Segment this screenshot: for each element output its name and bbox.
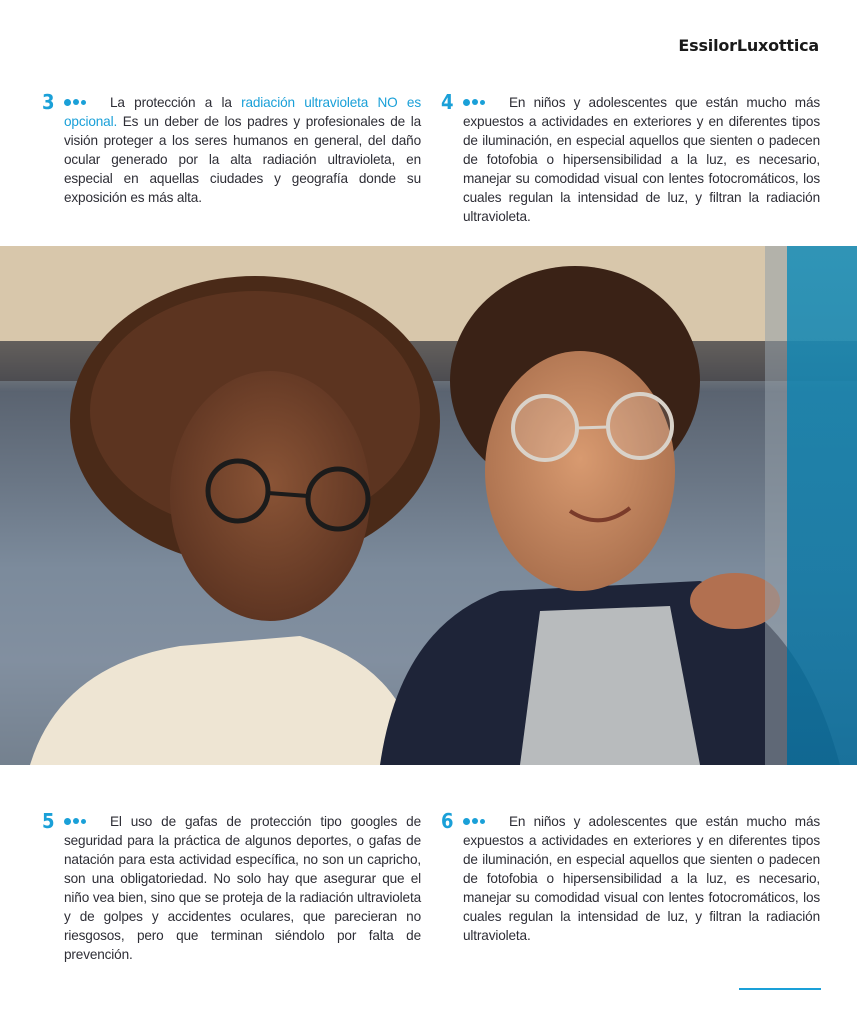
dots-icon (463, 92, 509, 111)
item-text: En niños y adolescentes que están mucho más expuestos a actividades en exteriores y en diferentes tipos de iluminación, en especial aquellos que sienten o padecen de fotofobia o hipersensibilidad a la luz, es necesario, manejar su comodidad visual con lentes fotocromáticos, los cuales regulan la intensidad de luz, y filtran la radiación ultravioleta. (463, 814, 820, 943)
item-number: 6 (441, 809, 454, 833)
item-paragraph (463, 811, 820, 945)
item-paragraph (64, 811, 421, 964)
decorative-blue-bar (787, 246, 857, 765)
dots-icon (463, 811, 509, 830)
item-text: En niños y adolescentes que están mucho más expuestos a actividades en exteriores y en diferentes tipos de iluminación, en especial aquellos que sienten o padecen de fotofobia o hipersensibilidad a la luz, es necesario, manejar su comodidad visual con lentes fotocromáticos, los cuales regulan la intensidad de luz, y filtran la radiación ultravioleta. (463, 95, 820, 224)
brand-logo: EssilorLuxottica (678, 36, 819, 55)
item-text: El uso de gafas de protección tipo googles de seguridad para la práctica de algunos deportes, o gafas de natación para esta actividad específica, no son un capricho, son una obligatoriedad. No solo hay que asegurar que el niño vea bien, sino que se proteja de la radiación ultravioleta y de golpes y accidentes oculares, que parecieran no riesgosos, pero que terminan siéndolo por falta de prevención. (64, 814, 421, 962)
photo-two-children-wearing-glasses-icon (0, 246, 857, 765)
item-text-after: Es un deber de los padres y profesionales de la visión proteger a los seres humanos en general, del daño ocular generado por la alta radiación ultravioleta, en especial en aquellas ciudades y geografía donde su exposición es más alta. (64, 114, 421, 205)
item-number: 3 (42, 90, 55, 114)
item-paragraph (64, 92, 421, 207)
section-item-4 (441, 90, 820, 226)
item-number: 5 (42, 809, 55, 833)
item-number: 4 (441, 90, 454, 114)
item-highlight: radiación ultravioleta NO es opcional. (64, 95, 421, 129)
decorative-gray-bar (765, 246, 787, 765)
section-item-6 (441, 809, 820, 945)
item-paragraph (463, 92, 820, 226)
dots-icon (64, 92, 110, 111)
footer-accent-line (739, 988, 821, 990)
hero-photo (0, 246, 857, 765)
item-text-before: La protección a la (110, 95, 242, 110)
dots-icon (64, 811, 110, 830)
section-item-5 (42, 809, 421, 964)
section-item-3 (42, 90, 421, 207)
